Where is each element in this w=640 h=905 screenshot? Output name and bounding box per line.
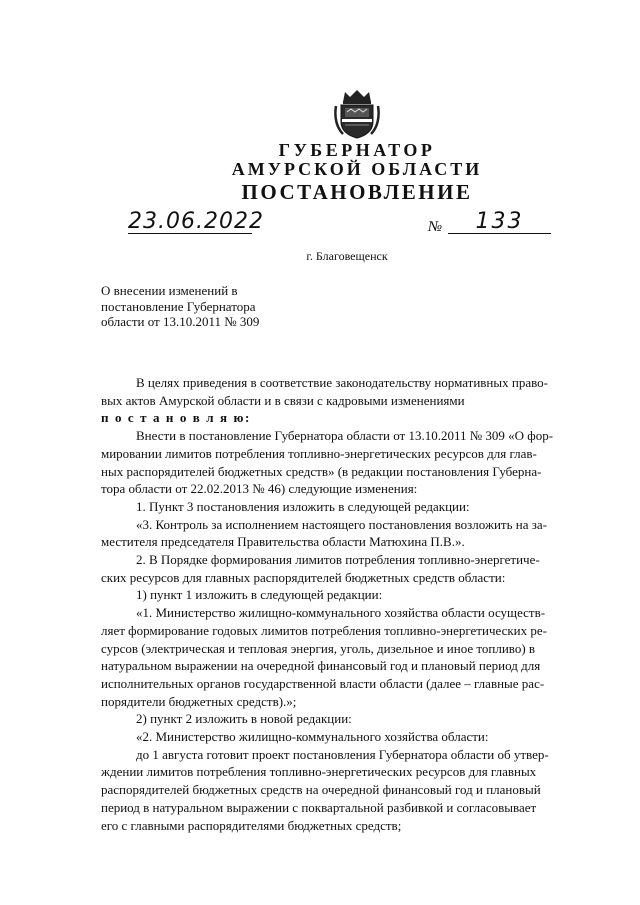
body-line: вых актов Амурской области и в связи с кадровыми изменениями (101, 392, 465, 408)
body-line: ляет формирование годовых лимитов потребления топливно-энергетических ре- (101, 622, 547, 638)
document-type-title: ПОСТАНОВЛЕНИЕ (241, 180, 473, 204)
subject-line: области от 13.10.2011 № 309 (101, 314, 260, 329)
body-line: Внести в постановление Губернатора области от 13.10.2011 № 309 «О фор- (136, 428, 554, 444)
document-number: 133 (448, 211, 551, 234)
body-line: исполнительных органов государственной власти области (далее – главные рас- (101, 675, 545, 691)
body-line: период в натуральном выражении с поквартальной разбивкой и согласовывает (101, 799, 537, 815)
body-line: В целях приведения в соответствие законодательству нормативных право- (136, 375, 548, 390)
body-line: местителя председателя Правительства области Матюхина П.В.». (101, 534, 465, 550)
body-line: ждении лимитов потребления топливно-энергетических ресурсов для главных (101, 764, 537, 780)
body-line: 2) пункт 2 изложить в новой редакции: (136, 711, 352, 727)
resolve-word: п о с т а н о в л я ю: (101, 410, 251, 426)
body-line: порядители бюджетных средств).»; (101, 693, 297, 709)
body-line: сурсов (электрическая и тепловая энергия, уголь, дизельное и иное топливо) в (101, 640, 536, 656)
city-name: г. Благовещенск (306, 249, 388, 263)
body-line: ских ресурсов для главных распорядителей бюджетных средств области: (101, 569, 506, 585)
region-heading: АМУРСКОЙ ОБЛАСТИ (231, 159, 483, 179)
body-line: ных распорядителей бюджетных средств» (в редакции постановления Губерна- (101, 463, 542, 479)
body-line: до 1 августа готовит проект постановления Губернатора области об утвер- (136, 746, 549, 762)
body-line: тора области от 22.02.2013 № 46) следующие изменения: (101, 481, 418, 497)
document-date: 23.06.2022 (128, 209, 264, 234)
body-line: натуральном выражении на очередной финансовый год и плановый период для (101, 658, 541, 674)
body-line: его с главными распорядителями бюджетных средств; (101, 817, 402, 833)
governor-heading: ГУБЕРНАТОР (278, 140, 436, 160)
body-line: 1) пункт 1 изложить в следующей редакции: (136, 587, 383, 603)
document-body (101, 374, 601, 834)
body-line: 2. В Порядке формирования лимитов потребления топливно-энергетиче- (136, 552, 540, 568)
document-subject (101, 283, 259, 330)
coat-of-arms-icon (331, 88, 383, 140)
body-line: «1. Министерство жилищно-коммунального хозяйства области осуществ- (136, 605, 546, 621)
body-line: 1. Пункт 3 постановления изложить в следующей редакции: (136, 498, 470, 514)
body-line: «2. Министерство жилищно-коммунального хозяйства области: (136, 729, 489, 745)
body-line: мировании лимитов потребления топливно-энергетических ресурсов для глав- (101, 445, 537, 461)
subject-line: О внесении изменений в (101, 283, 238, 298)
body-line: «3. Контроль за исполнением настоящего постановления возложить на за- (136, 516, 547, 532)
body-line: распорядителей бюджетных средств на очередной финансовый год и плановый (101, 782, 541, 798)
number-label: № (428, 219, 443, 235)
subject-line: постановление Губернатора (101, 298, 256, 314)
